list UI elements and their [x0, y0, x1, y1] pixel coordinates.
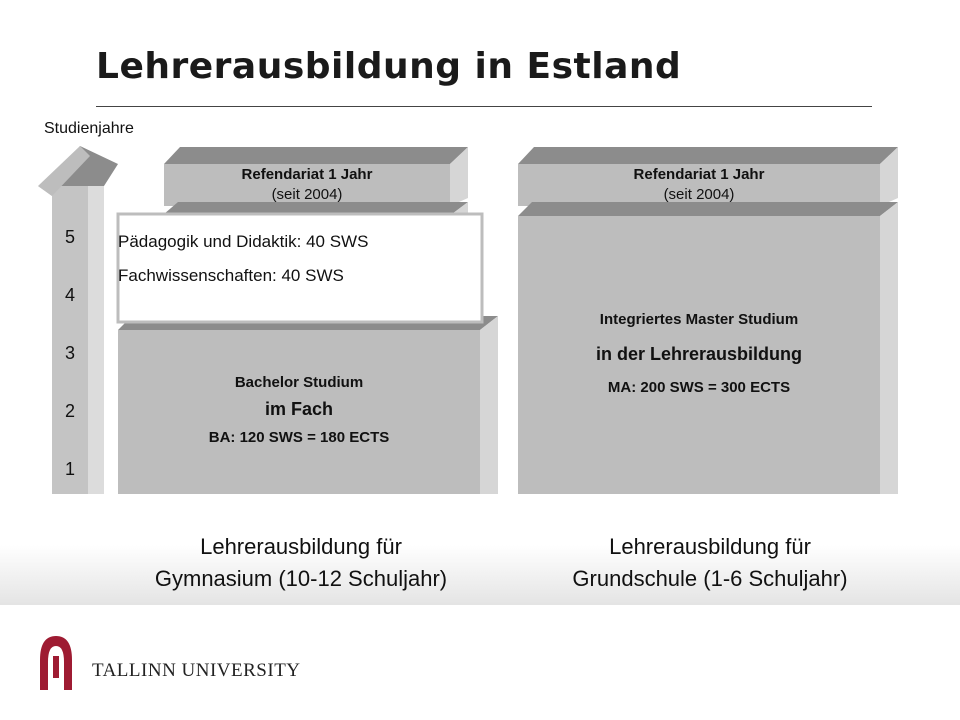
- master-program: in der Lehrerausbildung: [595, 344, 803, 364]
- left-master-line1: Pädagogik und Didaktik: 40 SWS: [118, 232, 369, 251]
- year-label: 3: [64, 343, 75, 363]
- left-caption: [96, 531, 506, 595]
- year-label: 5: [64, 227, 75, 247]
- master-credits: MA: 200 SWS = 300 ECTS: [607, 379, 791, 396]
- right-caption: [500, 531, 920, 595]
- right-referendariat-title: Refendariat 1 Jahr: [633, 166, 765, 183]
- left-referendariat-title: Refendariat 1 Jahr: [241, 166, 373, 183]
- left-bachelor-text: [118, 372, 480, 452]
- left-referendariat-text: [164, 165, 450, 205]
- bachelor-credits: BA: 120 SWS = 180 ECTS: [208, 429, 390, 446]
- year-label: 2: [64, 401, 75, 421]
- right-caption-line1: Lehrerausbildung für: [609, 534, 811, 559]
- page-title: Lehrerausbildung in Estland: [96, 46, 682, 87]
- study-years-list: [52, 222, 88, 512]
- university-logo-mark: [40, 636, 72, 690]
- year-label: 1: [64, 459, 75, 479]
- left-master-line2: Fachwissenschaften: 40 SWS: [118, 266, 344, 285]
- study-years-label: Studienjahre: [44, 120, 134, 137]
- right-master-text: [518, 308, 880, 400]
- year-label: 4: [64, 285, 75, 305]
- right-referendariat-text: [518, 165, 880, 205]
- left-referendariat-sub: (seit 2004): [271, 186, 343, 203]
- bachelor-title: Bachelor Studium: [234, 374, 364, 391]
- right-referendariat-sub: (seit 2004): [663, 186, 735, 203]
- left-caption-line1: Lehrerausbildung für: [200, 534, 402, 559]
- left-caption-line2: Gymnasium (10-12 Schuljahr): [154, 566, 448, 591]
- bachelor-subject: im Fach: [264, 399, 334, 419]
- right-caption-line2: Grundschule (1-6 Schuljahr): [572, 566, 848, 591]
- master-title: Integriertes Master Studium: [599, 311, 799, 328]
- university-logo-text: TALLINN UNIVERSITY: [92, 660, 301, 681]
